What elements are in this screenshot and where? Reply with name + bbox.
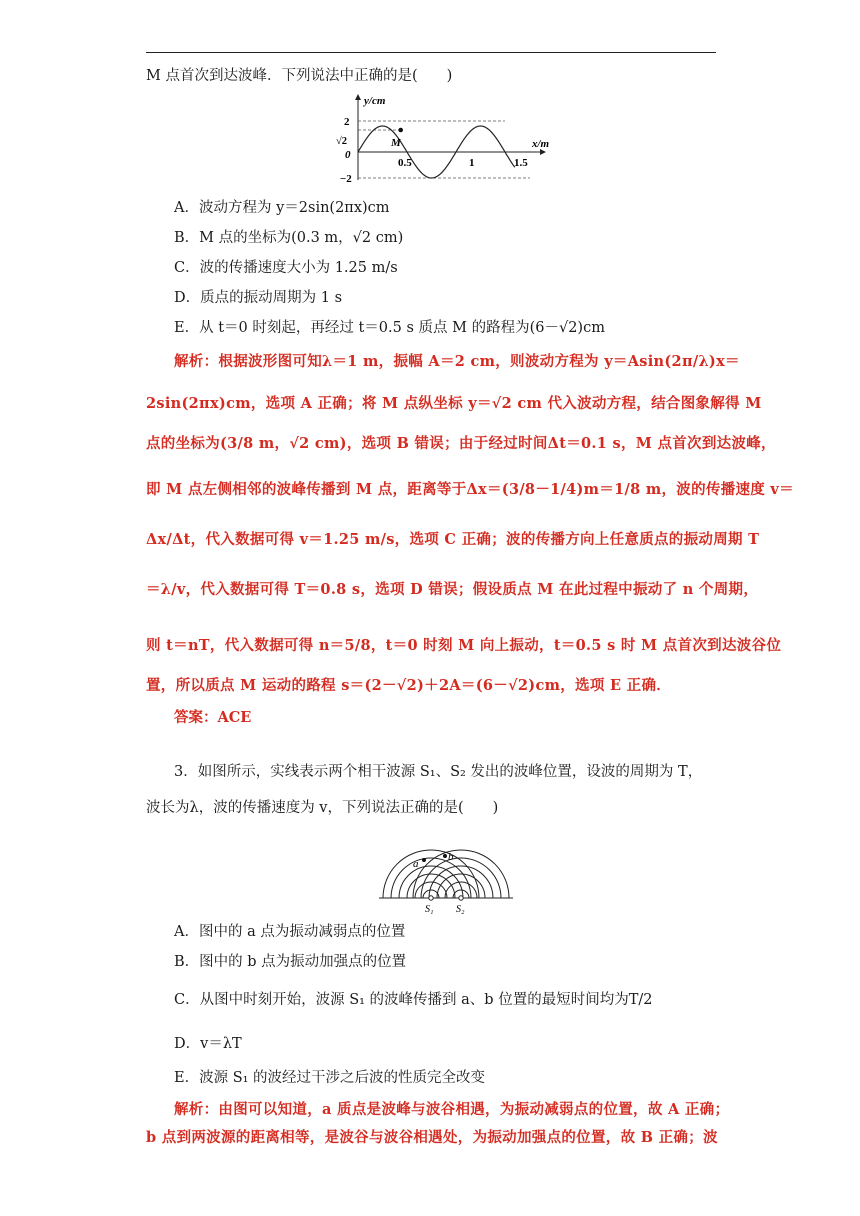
wave-figure <box>330 92 550 188</box>
label-b: b <box>448 851 454 863</box>
y-axis-arrow <box>355 94 361 100</box>
point-b <box>443 854 447 858</box>
interference-figure <box>375 828 515 916</box>
q3-stem-line-1: 3．如图所示，实线表示两个相干波源 S₁、S₂ 发出的波峰位置，设波的周期为 T， <box>174 764 703 780</box>
point-m <box>398 128 403 133</box>
q2-analysis-line-1: 解析：根据波形图可知λ＝1 m，振幅 A＝2 cm，则波动方程为 y＝Asin(2π/λ)x＝ <box>174 353 740 370</box>
point-a <box>422 858 426 862</box>
label-s2: S₂ <box>456 904 465 915</box>
y-tick-0: 0 <box>345 149 351 161</box>
q3-option-c: C．从图中时刻开始，波源 S₁ 的波峰传播到 a、b 位置的最短时间均为T/2 <box>174 992 653 1008</box>
q2-analysis-line-7: 则 t＝nT，代入数据可得 n＝5/8，t＝0 时刻 M 向上振动，t＝0.5 s 时 M 点首次到达波谷位 <box>146 637 782 654</box>
q3-option-e: E．波源 S₁ 的波经过干涉之后波的性质完全改变 <box>174 1070 486 1086</box>
x-tick-0.5: 0.5 <box>398 157 412 169</box>
q2-answer: 答案：ACE <box>174 709 252 726</box>
source-s1 <box>429 896 433 900</box>
x-tick-1: 1 <box>469 157 475 169</box>
q3-analysis-line-1: 解析：由图可以知道，a 质点是波峰与波谷相遇，为振动减弱点的位置，故 A 正确； <box>174 1101 730 1118</box>
q2-option-e: E．从 t＝0 时刻起，再经过 t＝0.5 s 质点 M 的路程为(6－√2)cm <box>174 320 605 336</box>
q2-analysis-line-2: 2sin(2πx)cm，选项 A 正确；将 M 点纵坐标 y＝√2 cm 代入波动方程，结合图象解得 M <box>146 395 762 412</box>
y-axis-label: y/cm <box>364 95 386 107</box>
q2-analysis-line-4: 即 M 点左侧相邻的波峰传播到 M 点，距离等于Δx＝(3/8－1/4)m＝1/8 m，波的传播速度 v＝ <box>146 481 794 498</box>
q3-option-a: A．图中的 a 点为振动减弱点的位置 <box>174 924 406 940</box>
label-a: a <box>413 858 419 870</box>
y-tick-root2: √2 <box>336 136 348 147</box>
q2-analysis-line-5: Δx/Δt，代入数据可得 v＝1.25 m/s，选项 C 正确；波的传播方向上任意质点的振动周期 T <box>146 531 760 548</box>
q3-option-d: D．v＝λT <box>174 1036 242 1052</box>
q2-option-b: B．M 点的坐标为(0.3 m，√2 cm) <box>174 230 404 246</box>
x-axis-label: x/m <box>532 138 550 150</box>
q2-stem: M 点首次到达波峰．下列说法中正确的是( ) <box>146 68 453 84</box>
label-s1: S₁ <box>425 904 434 915</box>
x-tick-1.5: 1.5 <box>514 157 528 169</box>
y-tick-neg2: −2 <box>340 173 352 185</box>
q2-analysis-line-6: ＝λ/v，代入数据可得 T＝0.8 s，选项 D 错误；假设质点 M 在此过程中振动了 n 个周期， <box>146 581 759 598</box>
q2-option-c: C．波的传播速度大小为 1.25 m/s <box>174 260 398 276</box>
point-m-label: M <box>391 137 401 149</box>
y-tick-2: 2 <box>344 116 350 128</box>
q3-option-b: B．图中的 b 点为振动加强点的位置 <box>174 954 407 970</box>
q3-analysis-line-2: b 点到两波源的距离相等，是波谷与波谷相遇处，为振动加强点的位置，故 B 正确；波 <box>146 1129 718 1146</box>
q2-analysis-line-3: 点的坐标为(3/8 m，√2 cm)，选项 B 错误；由于经过时间Δt＝0.1 s，M 点首次到达波峰， <box>146 435 776 452</box>
header-rule <box>146 52 716 53</box>
source-s2 <box>459 896 463 900</box>
q2-option-a: A．波动方程为 y＝2sin(2πx)cm <box>174 200 390 216</box>
q2-option-d: D．质点的振动周期为 1 s <box>174 290 343 306</box>
q2-analysis-line-8: 置，所以质点 M 运动的路程 s＝(2－√2)＋2A＝(6－√2)cm，选项 E 正确． <box>146 677 672 694</box>
q3-stem-line-2: 波长为λ，波的传播速度为 v，下列说法正确的是( ) <box>146 800 499 816</box>
